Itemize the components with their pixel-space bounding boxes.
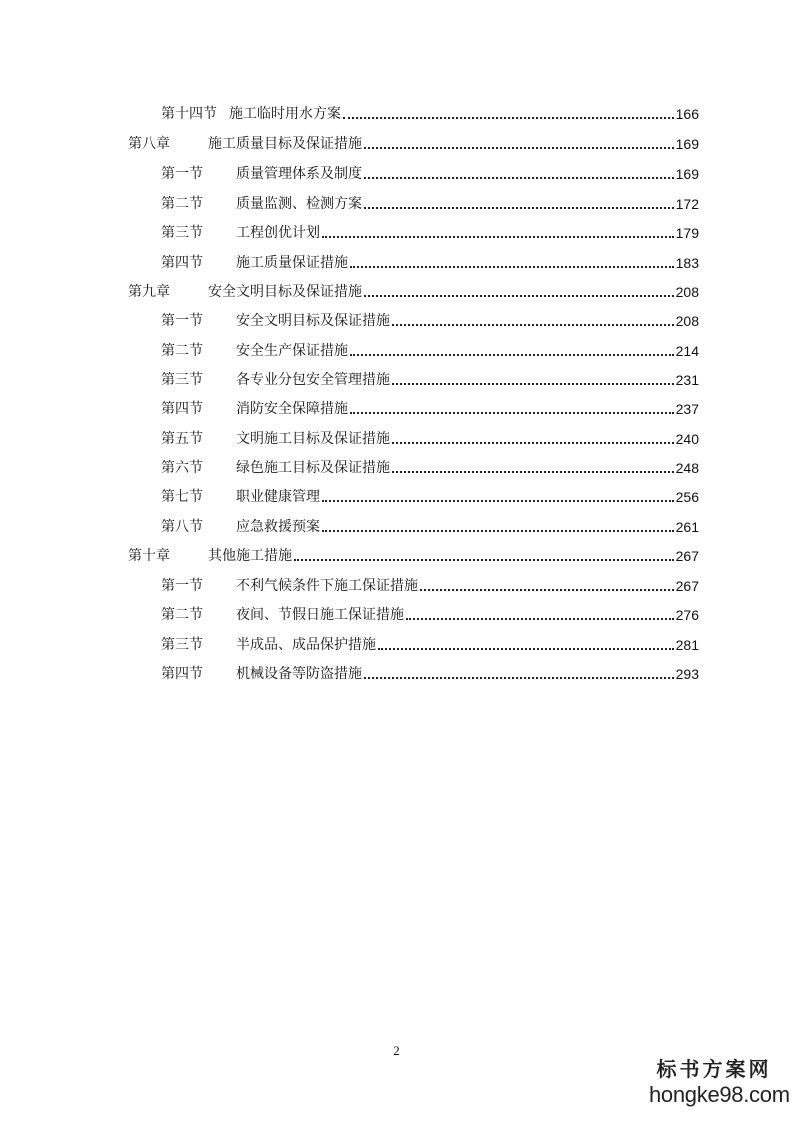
- toc-entry-page: 183: [675, 255, 699, 271]
- toc-entry[interactable]: [128, 280, 699, 300]
- toc-entry-page: 169: [675, 136, 699, 152]
- watermark-title: 标书方案网: [656, 1057, 772, 1081]
- toc-entry-page: 256: [675, 489, 699, 505]
- toc-entry[interactable]: [161, 309, 699, 329]
- toc-entry[interactable]: [161, 397, 699, 417]
- site-watermark: [649, 1056, 790, 1116]
- toc-dot-leader: [420, 589, 674, 591]
- toc-entry-number: 第二节: [161, 343, 203, 359]
- page-number: 2: [393, 1043, 400, 1058]
- toc-entry-page: 261: [675, 519, 699, 535]
- toc-entry-page: 237: [675, 401, 699, 417]
- toc-entry-number: 第十四节: [161, 106, 217, 122]
- toc-entry-title: 绿色施工目标及保证措施: [236, 460, 390, 476]
- toc-dot-leader: [343, 117, 674, 119]
- toc-entry-title: 职业健康管理: [236, 489, 320, 505]
- toc-entry-number: 第二节: [161, 607, 203, 623]
- toc-entry[interactable]: [161, 515, 699, 535]
- toc-entry[interactable]: [128, 132, 699, 152]
- toc-dot-leader: [364, 147, 674, 149]
- toc-entry[interactable]: [128, 544, 699, 564]
- toc-entry[interactable]: [161, 162, 699, 182]
- toc-entry-page: 231: [675, 372, 699, 388]
- toc-entry-page: 169: [675, 166, 699, 182]
- toc-entry-title: 施工质量目标及保证措施: [208, 136, 362, 152]
- toc-entry[interactable]: [161, 456, 699, 476]
- toc-dot-leader: [378, 648, 674, 650]
- toc-entry[interactable]: [161, 427, 699, 447]
- toc-entry-number: 第六节: [161, 460, 203, 476]
- toc-entry-title: 文明施工目标及保证措施: [236, 431, 390, 447]
- toc-entry[interactable]: [161, 603, 699, 623]
- toc-entry-number: 第五节: [161, 431, 203, 447]
- toc-entry-number: 第四节: [161, 666, 203, 682]
- toc-entry-page: 214: [675, 343, 699, 359]
- toc-entry-number: 第四节: [161, 401, 203, 417]
- toc-entry-number: 第三节: [161, 372, 203, 388]
- toc-entry-title: 施工临时用水方案: [229, 106, 341, 122]
- toc-entry-title: 安全文明目标及保证措施: [208, 284, 362, 300]
- toc-entry-title: 施工质量保证措施: [236, 255, 348, 271]
- toc-dot-leader: [392, 324, 674, 326]
- toc-entry[interactable]: [161, 633, 699, 653]
- toc-entry[interactable]: [161, 368, 699, 388]
- toc-dot-leader: [392, 442, 674, 444]
- watermark-domain: hongke98.com: [649, 1082, 790, 1107]
- toc-entry-title: 机械设备等防盗措施: [236, 666, 362, 682]
- toc-entry-title: 安全文明目标及保证措施: [236, 313, 390, 329]
- toc-entry-number: 第四节: [161, 255, 203, 271]
- toc-entry-page: 208: [675, 284, 699, 300]
- toc-entry-page: 267: [675, 548, 699, 564]
- toc-dot-leader: [322, 500, 674, 502]
- toc-entry-number: 第九章: [128, 284, 170, 300]
- toc-dot-leader: [294, 559, 674, 561]
- toc-entry-title: 各专业分包安全管理措施: [236, 372, 390, 388]
- toc-entry-number: 第七节: [161, 489, 203, 505]
- toc-entry[interactable]: [161, 192, 699, 212]
- toc-entry-page: 248: [675, 460, 699, 476]
- toc-dot-leader: [350, 266, 674, 268]
- toc-entry-title: 其他施工措施: [208, 548, 292, 564]
- toc-entry[interactable]: [161, 102, 699, 122]
- toc-dot-leader: [350, 412, 674, 414]
- toc-entry-title: 质量管理体系及制度: [236, 166, 362, 182]
- toc-entry-title: 应急救援预案: [236, 519, 320, 535]
- toc-entry-title: 质量监测、检测方案: [236, 196, 362, 212]
- toc-entry-title: 消防安全保障措施: [236, 401, 348, 417]
- toc-dot-leader: [322, 530, 674, 532]
- toc-entry[interactable]: [161, 485, 699, 505]
- toc-entry-title: 工程创优计划: [236, 225, 320, 241]
- toc-entry-number: 第八章: [128, 136, 170, 152]
- toc-entry-number: 第十章: [128, 548, 170, 564]
- toc-entry-page: 267: [675, 578, 699, 594]
- toc-entry[interactable]: [161, 221, 699, 241]
- toc-entry-page: 240: [675, 431, 699, 447]
- toc-entry-number: 第一节: [161, 578, 203, 594]
- toc-entry-number: 第三节: [161, 225, 203, 241]
- toc-dot-leader: [392, 383, 674, 385]
- toc-entry-title: 夜间、节假日施工保证措施: [236, 607, 404, 623]
- toc-dot-leader: [364, 177, 674, 179]
- toc-dot-leader: [350, 354, 674, 356]
- toc-entry-page: 179: [675, 225, 699, 241]
- toc-entry-number: 第三节: [161, 637, 203, 653]
- toc-entry-number: 第一节: [161, 313, 203, 329]
- toc-entry-title: 半成品、成品保护措施: [236, 637, 376, 653]
- toc-entry-title: 不利气候条件下施工保证措施: [236, 578, 418, 594]
- toc-entry-page: 172: [675, 196, 699, 212]
- toc-dot-leader: [322, 236, 674, 238]
- toc-entry-number: 第一节: [161, 166, 203, 182]
- toc-entry[interactable]: [161, 251, 699, 271]
- toc-dot-leader: [364, 677, 674, 679]
- toc-entry[interactable]: [161, 574, 699, 594]
- toc-entry-page: 166: [675, 106, 699, 122]
- toc-entry-page: 281: [675, 637, 699, 653]
- toc-entry-number: 第二节: [161, 196, 203, 212]
- toc-entry[interactable]: [161, 339, 699, 359]
- toc-entry-page: 208: [675, 313, 699, 329]
- toc-dot-leader: [364, 207, 674, 209]
- toc-dot-leader: [364, 295, 674, 297]
- toc-entry-number: 第八节: [161, 519, 203, 535]
- toc-dot-leader: [392, 471, 674, 473]
- toc-dot-leader: [406, 618, 674, 620]
- toc-entry-title: 安全生产保证措施: [236, 343, 348, 359]
- toc-entry-page: 293: [675, 666, 699, 682]
- toc-entry-page: 276: [675, 607, 699, 623]
- toc-entry[interactable]: [161, 662, 699, 682]
